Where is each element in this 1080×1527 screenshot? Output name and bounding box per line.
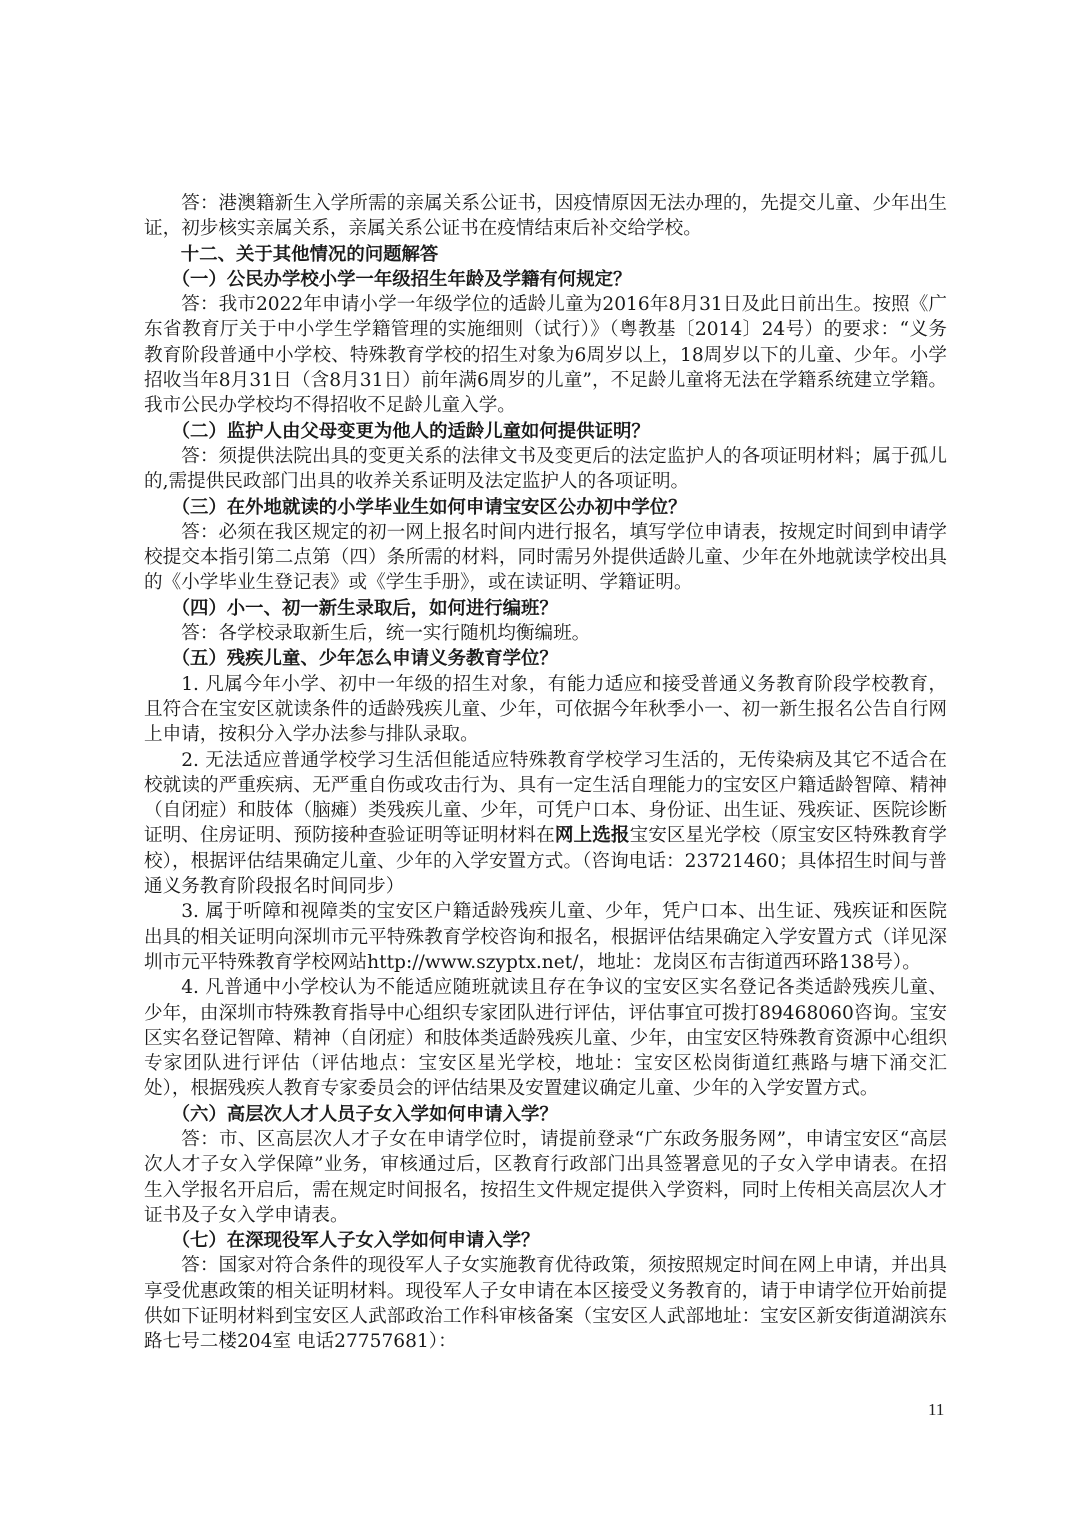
- answer-paragraph: 答：市、区高层次人才子女在申请学位时，请提前登录“广东政务服务网”，申请宝安区“高层次人才子女入学保障”业务，审核通过后，区教育行政部门出具签署意见的子女入学申请表。在招生入学报名开启后，需在规定时间报名，按招生文件规定提供入学资料，同时上传相关高层次人才证书及子女入学申请表。: [144, 1128, 947, 1226]
- question-heading: （五）残疾儿童、少年怎么申请义务教育学位？: [171, 648, 558, 670]
- answer-paragraph: 答：港澳籍新生入学所需的亲属关系公证书，因疫情原因无法办理的，先提交儿童、少年出生证，初步核实亲属关系，亲属关系公证书在疫情结束后补交给学校。: [144, 193, 947, 240]
- document-body: [144, 191, 947, 1355]
- answer-text: 2. 无法适应普通学校学习生活但能适应特殊教育学校学习生活的，无传染病及其它不适合在校就读的严重疾病、无严重自伤或攻击行为、具有一定生活自理能力的宝安区户籍适龄智障、精神（自闭症）和肢体（脑瘫）类残疾儿童、少年，可凭户口本、身份证、出生证、残疾证、医院诊断证明、住房证明、预防接种查验证明等证明材料在: [144, 749, 947, 847]
- answer-paragraph: 答：须提供法院出具的变更关系的法律文书及变更后的法定监护人的各项证明材料；属于孤儿的,需提供民政部门出具的收养关系证明及法定监护人的各项证明。: [144, 445, 947, 493]
- answer-item: 1. 凡属今年小学、初中一年级的招生对象，有能力适应和接受普通义务教育阶段学校教育，且符合在宝安区就读条件的适龄残疾儿童、少年，可依据今年秋季小一、初一新生报名公告自行网上申请，按积分入学办法参与排队录取。: [144, 673, 947, 746]
- question-heading: （二）监护人由父母变更为他人的适龄儿童如何提供证明？: [171, 420, 650, 442]
- question-heading: （一）公民办学校小学一年级招生年龄及学籍有何规定？: [171, 268, 632, 290]
- section-heading: 十二、关于其他情况的问题解答: [180, 243, 439, 265]
- question-heading: （四）小一、初一新生录取后，如何进行编班？: [171, 597, 558, 619]
- emphasis-text: 网上选报: [554, 825, 630, 847]
- answer-paragraph: 答：必须在我区规定的初一网上报名时间内进行报名，填写学位申请表，按规定时间到申请学校提交本指引第二点第（四）条所需的材料，同时需另外提供适龄儿童、少年在外地就读学校出具的《小学毕业生登记表》或《学生手册》，或在读证明、学籍证明。: [144, 521, 947, 594]
- answer-paragraph: 答：我市2022年申请小学一年级学位的适龄儿童为2016年8月31日及此日前出生。按照《广东省教育厅关于中小学生学籍管理的实施细则（试行）》（粤教基〔2014〕24号）的要求：“义务教育阶段普通中小学校、特殊教育学校的招生对象为6周岁以上，18周岁以下的儿童、少年。小学招收当年8月31日（含8月31日）前年满6周岁的儿童”，不足龄儿童将无法在学籍系统建立学籍。我市公民办学校均不得招收不足龄儿童入学。: [144, 294, 947, 417]
- answer-text: 宝安区星光学校（原宝安区特殊教育学校），根据评估结果确定儿童、少年的入学安置方式。（咨询电话：23721460；具体招生时间与普通义务教育阶段报名时间同步）: [144, 825, 947, 898]
- answer-item: 4. 凡普通中小学校认为不能适应随班就读且存在争议的宝安区实名登记各类适龄残疾儿童、少年，由深圳市特殊教育指导中心组织专家团队进行评估，评估事宜可拨打89468060咨询。宝安区实名登记智障、精神（自闭症）和肢体类适龄残疾儿童、少年，由宝安区特殊教育资源中心组织专家团队进行评估（评估地点：宝安区星光学校，地址：宝安区松岗街道红燕路与塘下涌交汇处），根据残疾人教育专家委员会的评估结果及安置建议确定儿童、少年的入学安置方式。: [144, 977, 947, 1100]
- question-heading: （七）在深现役军人子女入学如何申请入学？: [171, 1230, 540, 1252]
- answer-item: [144, 748, 947, 900]
- question-heading: （六）高层次人才人员子女入学如何申请入学？: [171, 1103, 558, 1125]
- answer-paragraph: 答：各学校录取新生后，统一实行随机均衡编班。: [181, 623, 591, 645]
- page-number: 11: [928, 1400, 945, 1419]
- answer-paragraph: 答：国家对符合条件的现役军人子女实施教育优待政策，须按照规定时间在网上申请，并出具享受优惠政策的相关证明材料。现役军人子女申请在本区接受义务教育的，请于申请学位开始前提供如下证明材料到宝安区人武部政治工作科审核备案（宝安区人武部地址：宝安区新安街道湖滨东路七号二楼204室 电话27757681）：: [144, 1255, 947, 1353]
- question-heading: （三）在外地就读的小学毕业生如何申请宝安区公办初中学位？: [171, 496, 687, 518]
- answer-item: 3. 属于听障和视障类的宝安区户籍适龄残疾儿童、少年，凭户口本、出生证、残疾证和医院出具的相关证明向深圳市元平特殊教育学校咨询和报名，根据评估结果确定入学安置方式（详见深圳市元平特殊教育学校网站http://www.szyptx.net/，地址：龙岗区布吉街道西环路138号）。: [144, 901, 947, 973]
